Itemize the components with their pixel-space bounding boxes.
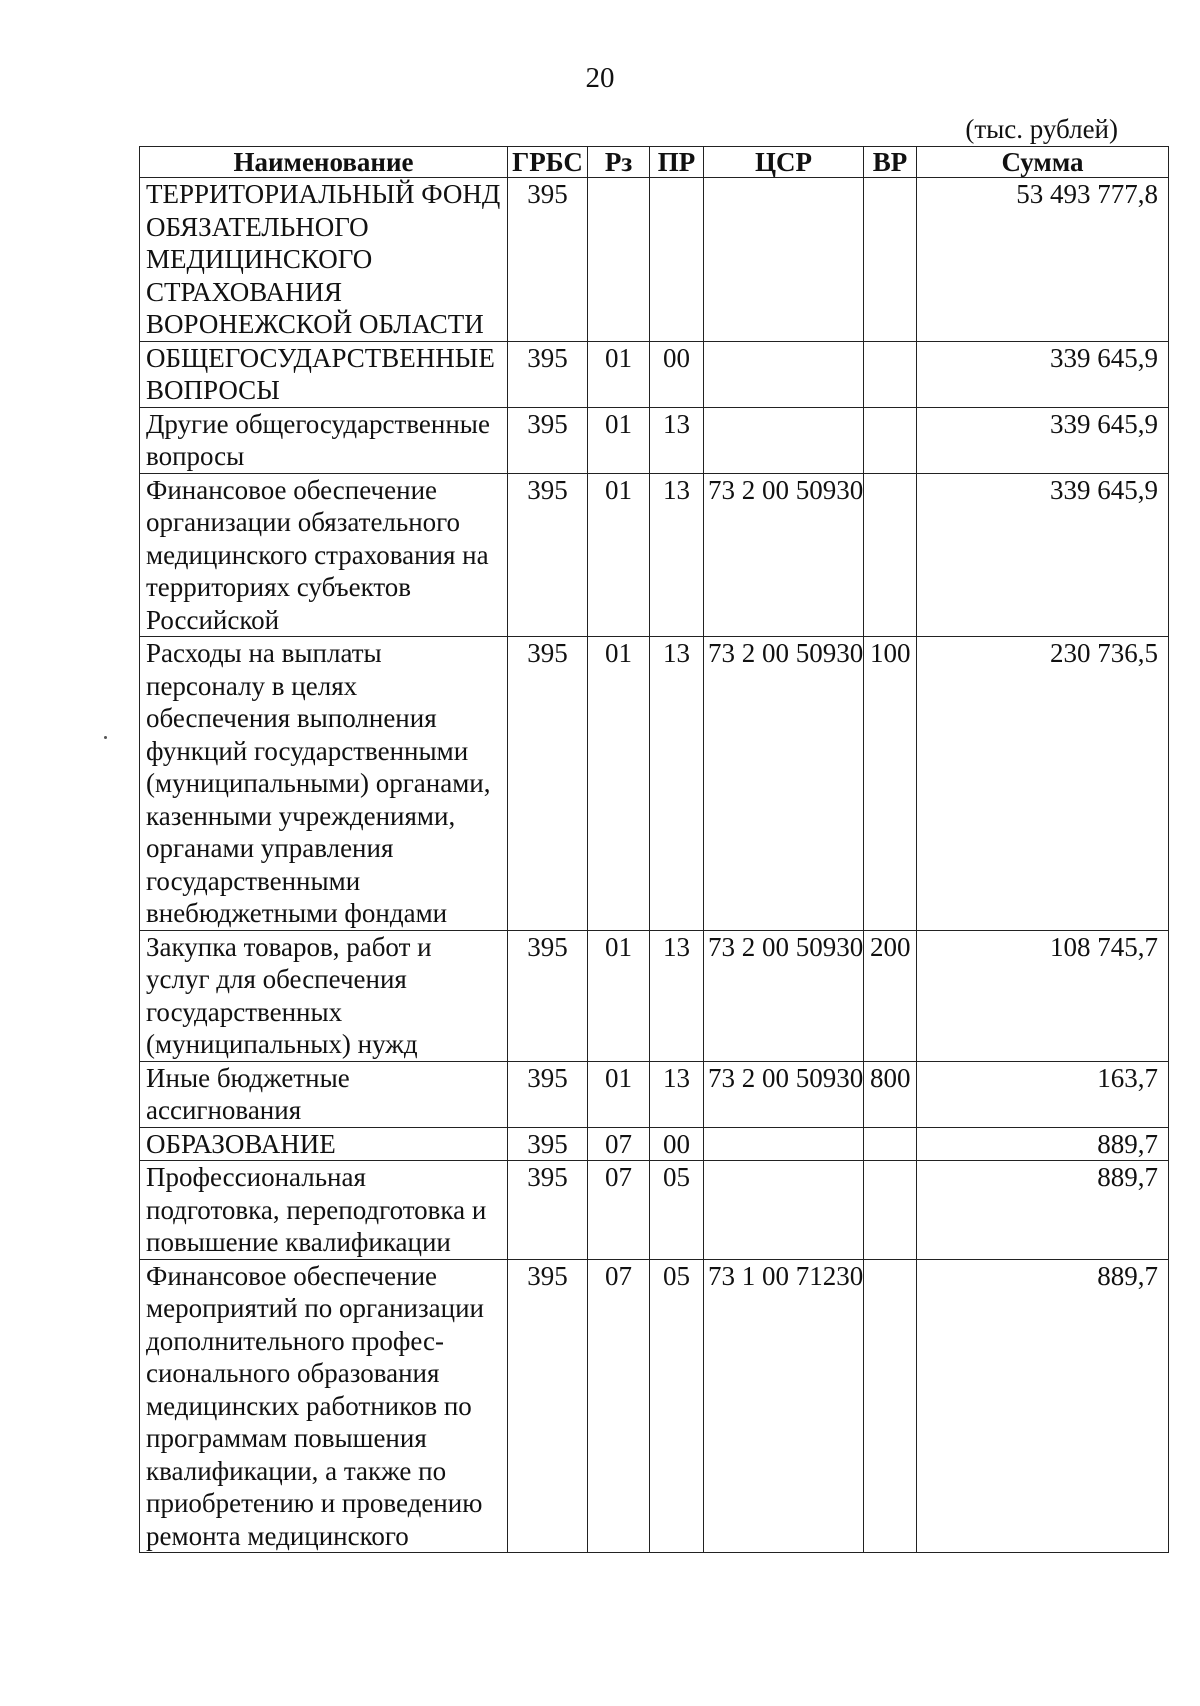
row-pr: 13 xyxy=(650,407,704,473)
scan-speck xyxy=(104,736,107,739)
table-row xyxy=(140,930,1169,1061)
row-csr: 73 2 00 50930 xyxy=(704,473,864,637)
header-sum: Сумма xyxy=(917,147,1169,178)
row-sum: 230 736,5 xyxy=(917,637,1169,931)
row-vr: 100 xyxy=(864,637,917,931)
header-vr: ВР xyxy=(864,147,917,178)
row-name: ТЕРРИТОРИАЛЬНЫЙ ФОНД ОБЯЗАТЕЛЬНОГО МЕДИЦИНСКОГО СТРАХОВАНИЯ ВОРОНЕЖСКОЙ ОБЛАСТИ xyxy=(140,178,508,342)
row-sum: 339 645,9 xyxy=(917,341,1169,407)
row-vr xyxy=(864,1127,917,1161)
row-rz: 01 xyxy=(588,637,650,931)
row-sum: 889,7 xyxy=(917,1259,1169,1553)
header-name: Наименование xyxy=(140,147,508,178)
row-vr xyxy=(864,1259,917,1553)
row-name: Финансовое обеспечение организации обязательного медицинского страхования на территориях субъектов Российской xyxy=(140,473,508,637)
header-rz: Рз xyxy=(588,147,650,178)
header-csr: ЦСР xyxy=(704,147,864,178)
row-csr: 73 2 00 50930 xyxy=(704,930,864,1061)
row-vr xyxy=(864,407,917,473)
row-pr: 13 xyxy=(650,637,704,931)
row-pr: 05 xyxy=(650,1259,704,1553)
header-pr: ПР xyxy=(650,147,704,178)
row-sum: 339 645,9 xyxy=(917,473,1169,637)
row-pr: 05 xyxy=(650,1161,704,1260)
row-vr xyxy=(864,1161,917,1260)
row-vr xyxy=(864,473,917,637)
row-rz: 01 xyxy=(588,1061,650,1127)
row-name: Профессиональная подготовка, переподготовка и повышение квалификации xyxy=(140,1161,508,1260)
row-name: Финансовое обеспечение мероприятий по организации дополнительного профес-сионального образования медицинских работников по программам повышения квалификации, а также по приобретению и проведению ремонта медицинского xyxy=(140,1259,508,1553)
row-pr xyxy=(650,178,704,342)
row-name: Другие общегосударственные вопросы xyxy=(140,407,508,473)
row-vr xyxy=(864,341,917,407)
row-rz: 01 xyxy=(588,341,650,407)
row-csr: 73 2 00 50930 xyxy=(704,1061,864,1127)
row-name: ОБРАЗОВАНИЕ xyxy=(140,1127,508,1161)
row-csr xyxy=(704,1127,864,1161)
row-grbs: 395 xyxy=(508,473,588,637)
row-name: Закупка товаров, работ и услуг для обеспечения государственных (муниципальных) нужд xyxy=(140,930,508,1061)
row-csr xyxy=(704,341,864,407)
row-pr: 13 xyxy=(650,473,704,637)
row-grbs: 395 xyxy=(508,341,588,407)
row-grbs: 395 xyxy=(508,1127,588,1161)
table-row xyxy=(140,1061,1169,1127)
row-sum: 889,7 xyxy=(917,1127,1169,1161)
table-row xyxy=(140,1127,1169,1161)
row-rz: 01 xyxy=(588,473,650,637)
row-grbs: 395 xyxy=(508,1259,588,1553)
row-grbs: 395 xyxy=(508,1161,588,1260)
row-name: Расходы на выплаты персоналу в целях обеспечения выполнения функций государственными (муниципальными) органами, казенными учреждениями, органами управления государственными внебюджетными фондами xyxy=(140,637,508,931)
row-csr xyxy=(704,1161,864,1260)
row-rz: 07 xyxy=(588,1127,650,1161)
table-row xyxy=(140,341,1169,407)
row-grbs: 395 xyxy=(508,930,588,1061)
row-sum: 108 745,7 xyxy=(917,930,1169,1061)
row-vr: 200 xyxy=(864,930,917,1061)
header-grbs: ГРБС xyxy=(508,147,588,178)
row-sum: 163,7 xyxy=(917,1061,1169,1127)
row-csr: 73 2 00 50930 xyxy=(704,637,864,931)
row-pr: 00 xyxy=(650,341,704,407)
row-grbs: 395 xyxy=(508,178,588,342)
row-pr: 00 xyxy=(650,1127,704,1161)
row-rz: 01 xyxy=(588,407,650,473)
row-csr: 73 1 00 71230 xyxy=(704,1259,864,1553)
row-sum: 889,7 xyxy=(917,1161,1169,1260)
table-row xyxy=(140,1259,1169,1553)
budget-table xyxy=(139,146,1169,1553)
row-rz: 01 xyxy=(588,930,650,1061)
row-name: Иные бюджетные ассигнования xyxy=(140,1061,508,1127)
row-vr: 800 xyxy=(864,1061,917,1127)
row-name: ОБЩЕГОСУДАРСТВЕННЫЕ ВОПРОСЫ xyxy=(140,341,508,407)
row-sum: 53 493 777,8 xyxy=(917,178,1169,342)
table-row xyxy=(140,178,1169,342)
row-rz: 07 xyxy=(588,1259,650,1553)
table-header-row xyxy=(140,147,1169,178)
row-grbs: 395 xyxy=(508,1061,588,1127)
row-rz xyxy=(588,178,650,342)
row-pr: 13 xyxy=(650,1061,704,1127)
row-grbs: 395 xyxy=(508,637,588,931)
units-label: (тыс. рублей) xyxy=(965,114,1118,144)
row-rz: 07 xyxy=(588,1161,650,1260)
row-csr xyxy=(704,407,864,473)
table-row xyxy=(140,1161,1169,1260)
row-csr xyxy=(704,178,864,342)
row-sum: 339 645,9 xyxy=(917,407,1169,473)
table-row xyxy=(140,473,1169,637)
row-vr xyxy=(864,178,917,342)
page-number: 20 xyxy=(585,62,615,94)
row-pr: 13 xyxy=(650,930,704,1061)
table-row xyxy=(140,637,1169,931)
table-row xyxy=(140,407,1169,473)
row-grbs: 395 xyxy=(508,407,588,473)
